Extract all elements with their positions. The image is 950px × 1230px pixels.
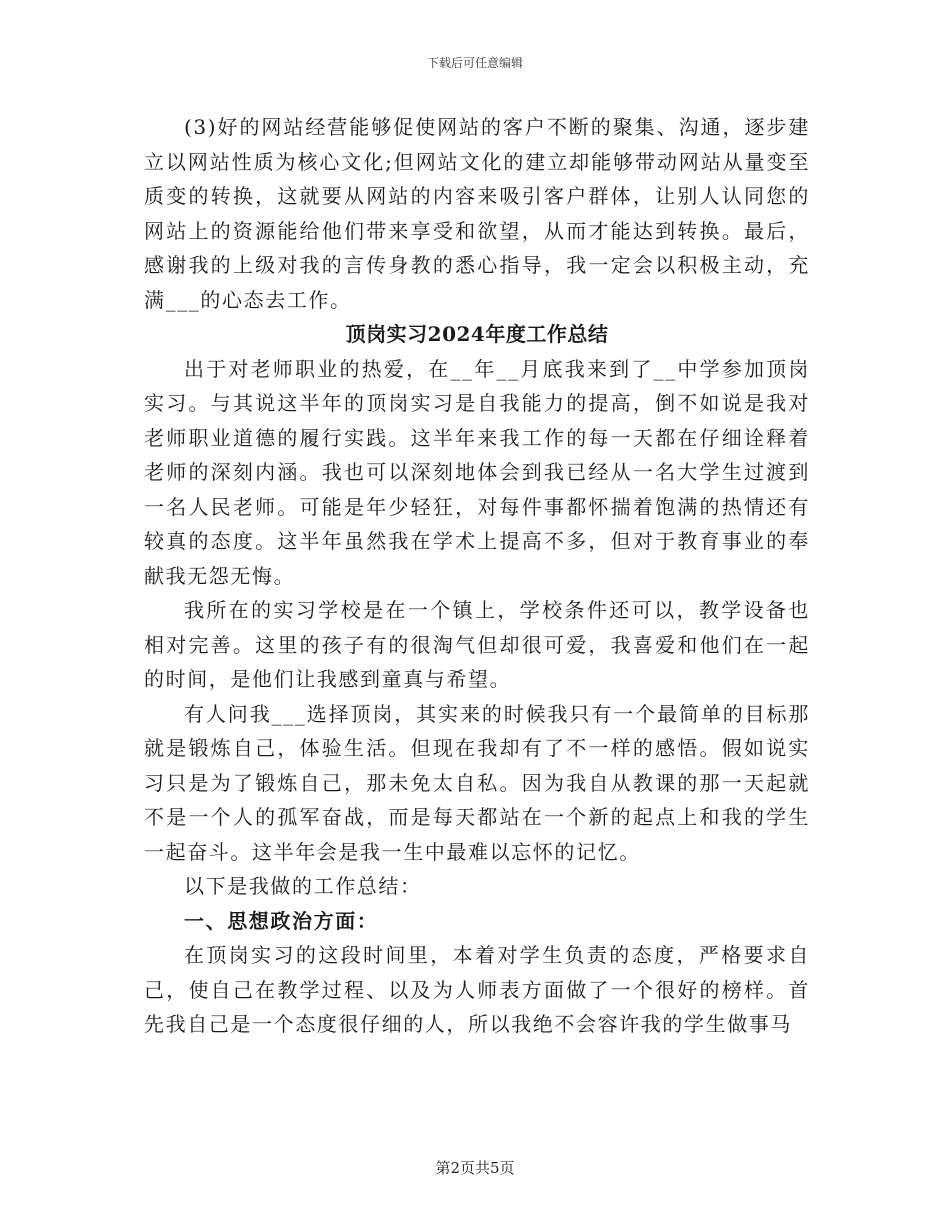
paragraph-3: 有人问我___选择顶岗，其实来的时候我只有一个最简单的目标那就是锻炼自己，体验生活。但现在我却有了不一样的感悟。假如说实习只是为了锻炼自己，那未免太自私。因为我自从教课的那一天起就不是一个人的孤军奋战，而是每天都站在一个新的起点上和我的学生一起奋斗。这半年会是我一生中最难以忘怀的记忆。 [144,701,810,864]
section-heading: 一、思想政治方面： [184,908,379,933]
document-title: 顶岗实习2024年度工作总结 [345,322,609,346]
paragraph-4: 以下是我做的工作总结： [184,874,422,898]
document-body [144,110,810,1042]
paragraph-1: 出于对老师职业的热爱，在__年__月底我来到了__中学参加顶岗实习。与其说这半年的顶岗实习是自我能力的提高，倒不如说是我对老师职业道德的履行实践。这半年来我工作的每一天都在仔细诠释着老师的深刻内涵。我也可以深刻地体会到我已经从一名大学生过渡到一名人民老师。可能是年少轻狂，对每件事都怀揣着饱满的热情还有较真的态度。这半年虽然我在学术上提高不多，但对于教育事业的奉献我无怨无悔。 [144,356,810,588]
paragraph-2: 我所在的实习学校是在一个镇上，学校条件还可以，教学设备也相对完善。这里的孩子有的很淘气但却很可爱，我喜爱和他们在一起的时间，是他们让我感到童真与希望。 [144,598,810,691]
page-header: 下载后可任意编辑 [426,56,523,70]
paragraph-intro: (3)好的网站经营能够促使网站的客户不断的聚集、沟通，逐步建立以网站性质为核心文化;但网站文化的建立却能够带动网站从量变至质变的转换，这就要从网站的内容来吸引客户群体，让别人认同您的网站上的资源能给他们带来享受和欲望，从而才能达到转换。最后，感谢我的上级对我的言传身教的悉心指导，我一定会以积极主动，充满___的心态去工作。 [144,115,810,312]
paragraph-5: 在顶岗实习的这段时间里，本着对学生负责的态度，严格要求自己，使自己在教学过程、以及为人师表方面做了一个很好的榜样。首先我自己是一个态度很仔细的人，所以我绝不会容许我的学生做事马 [144,943,810,1036]
page-footer: 第2页共5页 [435,1159,515,1177]
